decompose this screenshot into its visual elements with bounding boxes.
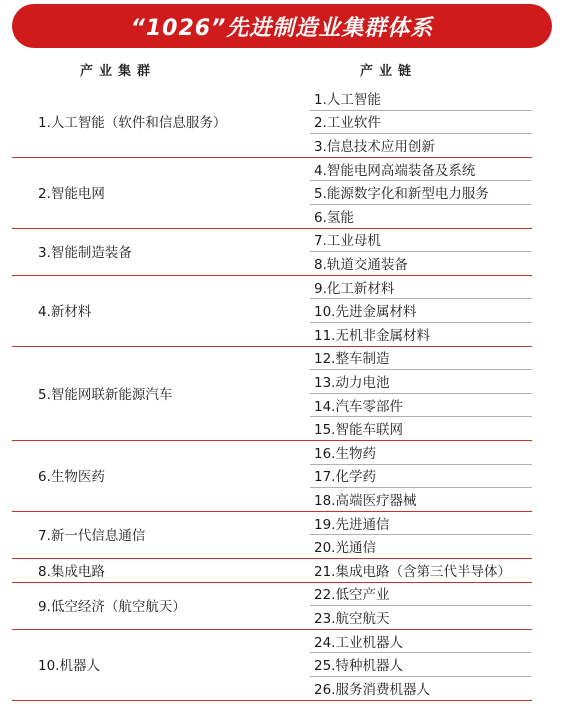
chain-item: 20.光通信 (314, 540, 376, 557)
chain-item: 19.先进通信 (314, 516, 390, 533)
page-title: “1026”先进制造业集群体系 (130, 15, 434, 41)
cluster-name: 6.生物医药 (38, 469, 105, 486)
chain-item: 10.先进金属材料 (314, 304, 417, 321)
cluster-name: 2.智能电网 (38, 186, 105, 203)
chain-item: 8.轨道交通装备 (314, 257, 408, 273)
cluster-name: 3.智能制造装备 (38, 245, 132, 262)
chain-item: 16.生物药 (314, 445, 376, 462)
chain-item: 25.特种机器人 (314, 658, 403, 675)
chain-item: 12.整车制造 (314, 351, 390, 368)
cluster-name: 10.机器人 (38, 658, 100, 675)
cluster-name: 5.智能网联新能源汽车 (38, 386, 173, 403)
chain-item: 18.高端医疗器械 (314, 493, 417, 509)
chain-item: 21.集成电路（含第三代半导体） (314, 563, 511, 580)
cluster-name: 8.集成电路 (38, 563, 105, 580)
chain-item: 3.信息技术应用创新 (314, 139, 435, 155)
chain-item: 17.化学药 (314, 469, 376, 486)
group-divider (12, 582, 532, 583)
cluster-name: 4.新材料 (38, 304, 92, 321)
chain-item: 4.智能电网高端装备及系统 (314, 162, 476, 179)
chain-item: 15.智能车联网 (314, 422, 403, 439)
group-divider (12, 346, 532, 347)
cluster-name: 9.低空经济（航空航天） (38, 599, 186, 616)
group-divider (12, 228, 532, 229)
group-divider (12, 275, 532, 276)
chain-item: 11.无机非金属材料 (314, 327, 430, 344)
cluster-column-header: 产业集群 (80, 64, 157, 79)
chain-item: 24.工业机器人 (314, 634, 403, 651)
cluster-name: 7.新一代信息通信 (38, 528, 146, 545)
chain-column-header: 产业链 (360, 64, 418, 79)
chain-item: 6.氢能 (314, 209, 354, 226)
cluster-name: 1.人工智能（软件和信息服务） (38, 115, 227, 132)
chain-item: 14.汽车零部件 (314, 398, 403, 415)
chain-item: 22.低空产业 (314, 587, 390, 604)
chain-item: 1.人工智能 (314, 91, 381, 108)
group-divider (12, 440, 532, 441)
chain-item: 2.工业软件 (314, 115, 381, 132)
chain-item: 26.服务消费机器人 (314, 681, 430, 698)
chain-item: 23.航空航天 (314, 611, 390, 627)
chain-item: 5.能源数字化和新型电力服务 (314, 186, 489, 203)
chain-item: 9.化工新材料 (314, 280, 395, 297)
group-divider (12, 700, 532, 701)
chain-item: 7.工业母机 (314, 233, 381, 250)
group-divider (12, 511, 532, 512)
chain-item: 13.动力电池 (314, 375, 390, 391)
group-divider (12, 629, 532, 630)
